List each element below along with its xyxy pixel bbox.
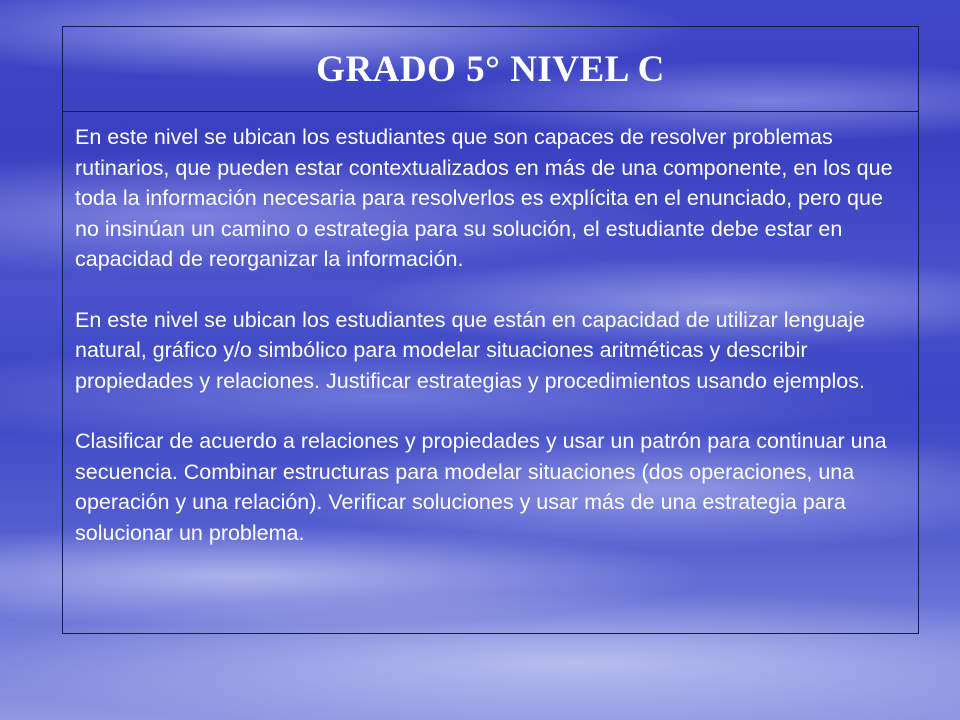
body-cell: [63, 112, 918, 548]
slide-title: GRADO 5° NIVEL C: [316, 48, 665, 90]
title-cell: [63, 27, 918, 112]
paragraph-3: Clasificar de acuerdo a relaciones y propiedades y usar un patrón para continuar una secuencia. Combinar estructuras para modelar situaciones (dos operaciones, una operación y una relación). Verificar soluciones y usar más de una estrategia para solucionar un problema.: [75, 429, 887, 545]
paragraph-2: En este nivel se ubican los estudiantes que están en capacidad de utilizar lenguaje natural, gráfico y/o simbólico para modelar situaciones aritméticas y describir propiedades y relaciones. Justificar estrategias y procedimientos usando ejemplos.: [75, 307, 866, 393]
content-table: [62, 26, 919, 634]
paragraph-1: En este nivel se ubican los estudiantes que son capaces de resolver problemas rutinarios, que pueden estar contextualizados en más de una componente, en los que toda la información necesaria para resolverlos es explícita en el enunciado, pero que no insinúan un camino o estrategia para su solución, el estudiante debe estar en capacidad de reorganizar la información.: [75, 125, 893, 271]
